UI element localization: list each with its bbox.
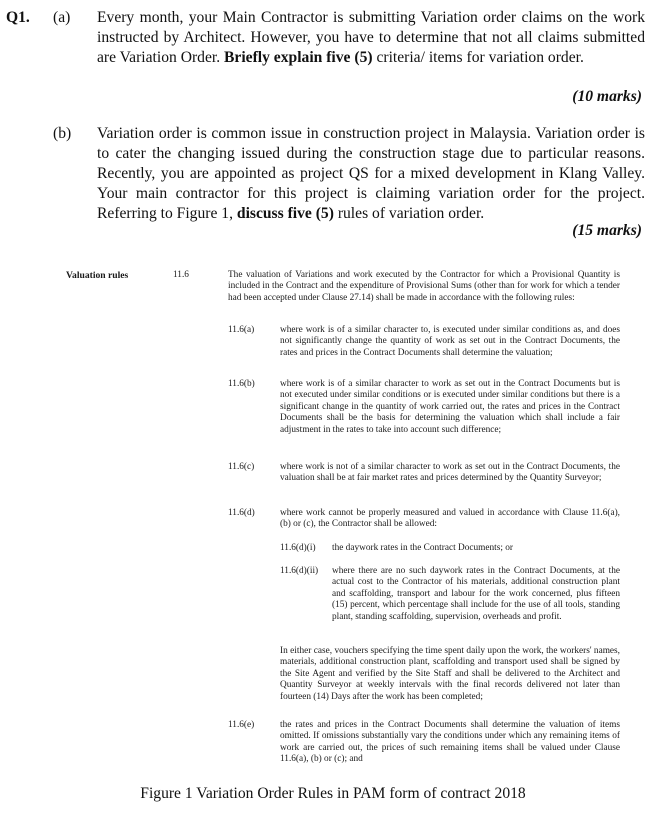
part-a-bold-instruction: Briefly explain five (5)	[224, 49, 373, 66]
figure-clause-number: 11.6	[173, 270, 189, 280]
part-a-marks: (10 marks)	[572, 88, 642, 105]
rule-text: where work is of a similar character to, is executed under similar conditions as, and does not significantly change the quantity of work as set out in the Contract Documents, the rates and prices in the Contract Documents shall determine the valuation;	[280, 325, 620, 358]
subrule-number: 11.6(d)(i)	[280, 543, 316, 553]
part-b-bold-instruction: discuss five (5)	[236, 205, 334, 222]
rule-text: the rates and prices in the Contract Documents shall determine the valuation of items omitted. If omissions substantially vary the conditions under which any remaining items of work are carried out, the prices of such remaining items shall be valued under Clause 11.6(a), (b) or (c); and	[280, 720, 620, 765]
part-b-label: (b)	[53, 125, 72, 142]
rule-text: where work is of a similar character to work as set out in the Contract Documents but is not executed under similar conditions or is executed under similar conditions but there is a significant change in the quantity of work carried out, the rates and prices in the Contract Documents shall be the basis for determining the valuation which shall include a fair adjustment in the rates to take into account such difference;	[280, 379, 620, 435]
rule-text: where work is not of a similar character to work as set out in the Contract Documents, the valuation shall be at fair market rates and prices determined by the Quantity Surveyor;	[280, 462, 620, 484]
part-b-text-start: Variation order is common issue in construction project in Malaysia. Variation order is to cater the changing issued during the construction stage due to particular reasons. Recently, you are appointed as project QS for a mixed development in Klang Valley. Your main contractor for this project is claiming variation order for the project. Referring to Figure 1,	[97, 125, 645, 222]
part-a-label: (a)	[53, 9, 71, 26]
part-b-text-end: rules of variation order.	[333, 205, 485, 222]
rule-text: where work cannot be properly measured and valued in accordance with Clause 11.6(a), (b) or (c), the Contractor shall be allowed:	[280, 508, 620, 530]
subrule-text: where there are no such daywork rates in the Contract Documents, at the actual cost to the Contractor of his materials, additional construction plant and scaffolding, transport and labour for the work concerned, plus fifteen (15) percent, which percentage shall include for the use of all tools, standing plant, standing scaffolding, supervision, overheads and profit.	[332, 566, 620, 622]
part-b-marks: (15 marks)	[572, 222, 642, 239]
part-a-text	[97, 8, 645, 68]
part-a-text-start: Every month, your Main Contractor is submitting Variation order claims on the work instructed by Architect. However, you have to determine that not all claims submitted are Variation Order.	[97, 9, 645, 66]
question-number: Q1.	[6, 9, 30, 26]
either-case-text: In either case, vouchers specifying the time spent daily upon the work, the workers' names, materials, additional construction plant, scaffolding and transport used shall be signed by the Site Agent and verified by the Site Staff and shall be delivered to the Architect and Quantity Surveyor at weekly intervals with the final records delivered not later than fourteen (14) Days after the work has been completed;	[280, 646, 620, 702]
figure-intro-text: The valuation of Variations and work executed by the Contractor for which a Provisional Quantity is included in the Contract and the expenditure of Provisional Sums (other than for work for which a tender had been accepted under Clause 27.14) shall be made in accordance with the following rules:	[228, 270, 620, 303]
rule-number: 11.6(c)	[228, 462, 255, 472]
part-b-text	[97, 124, 645, 224]
rule-number: 11.6(d)	[228, 508, 255, 518]
figure-caption: Figure 1 Variation Order Rules in PAM form of contract 2018	[140, 785, 526, 802]
rule-number: 11.6(b)	[228, 379, 255, 389]
subrule-text: the daywork rates in the Contract Documents; or	[332, 543, 513, 553]
rule-number: 11.6(a)	[228, 325, 255, 335]
rule-number: 11.6(e)	[228, 720, 255, 730]
figure-heading: Valuation rules	[66, 270, 129, 281]
part-a-text-end: criteria/ items for variation order.	[372, 49, 584, 66]
subrule-number: 11.6(d)(ii)	[280, 566, 319, 576]
